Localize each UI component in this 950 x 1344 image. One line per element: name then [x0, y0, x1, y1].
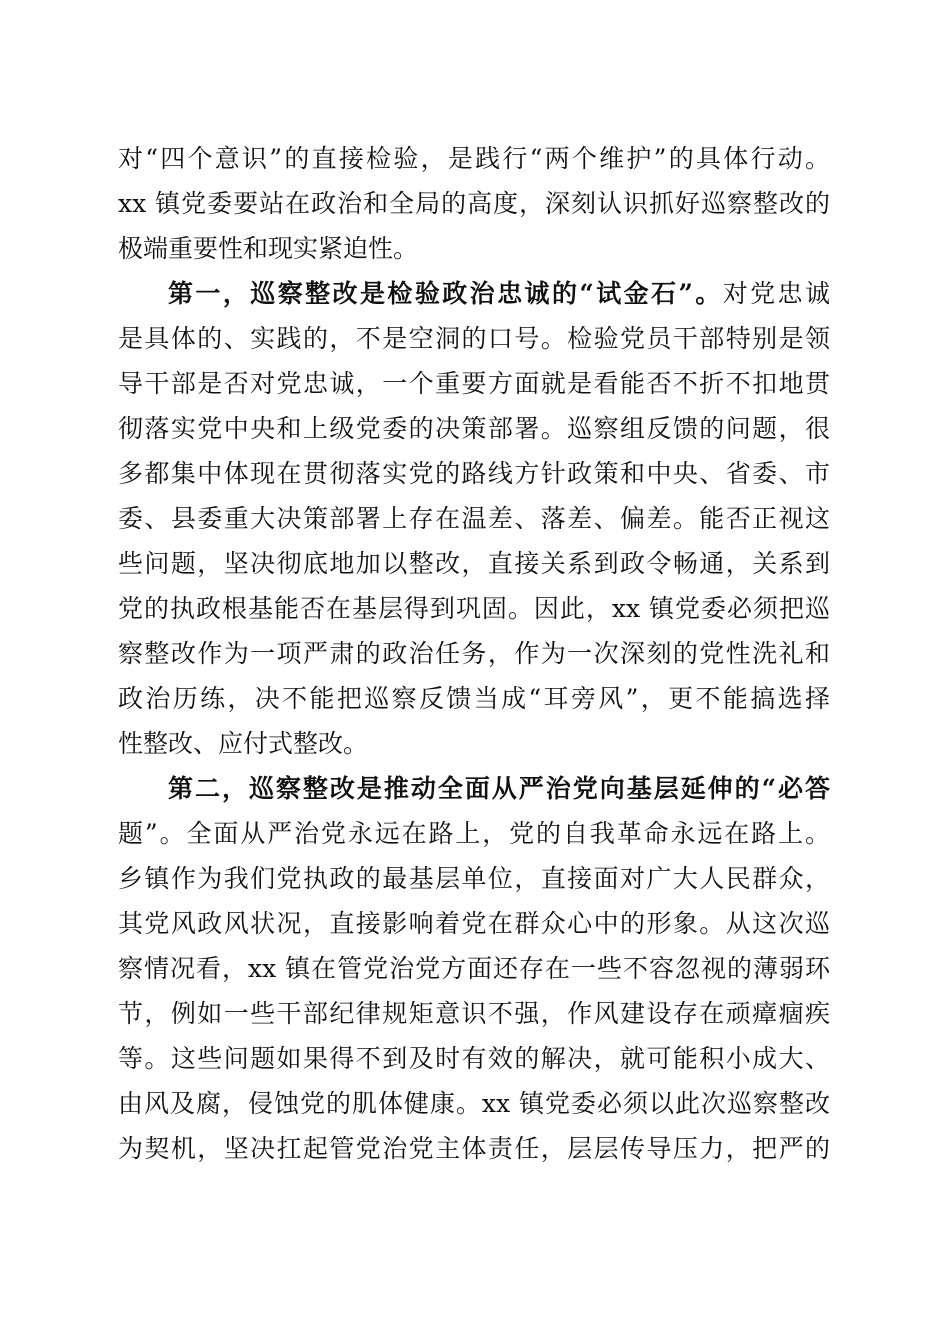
text-line: 导干部是否对党忠诚，一个重要方面就是看能否不折不扣地贯	[118, 369, 830, 398]
text-line: 极端重要性和现实紧迫性。	[118, 234, 419, 263]
text-line: 对“四个意识”的直接检验，是践行“两个维护”的具体行动。	[118, 144, 830, 173]
text-line: 彻落实党中央和上级党委的决策部署。巡察组反馈的问题，很	[118, 414, 830, 443]
document-page	[118, 136, 830, 1171]
text-line: 等。这些问题如果得不到及时有效的解决，就可能积小成大、	[118, 1044, 830, 1073]
text-span: 题”。全面从严治党永远在路上，党的自我革命永远在路上。	[118, 819, 830, 848]
text-line: 乡镇作为我们党执政的最基层单位，直接面对广大人民群众，	[118, 864, 830, 893]
text-line: xx 镇党委要站在政治和全局的高度，深刻认识抓好巡察整改的	[118, 189, 830, 218]
paragraph-heading: 第一，巡察整改是检验政治忠诚的“试金石”。	[168, 279, 723, 308]
text-line	[118, 271, 830, 316]
text-line: 性整改、应付式整改。	[118, 729, 369, 758]
text-line	[118, 811, 830, 856]
text-line: 察整改作为一项严肃的政治任务，作为一次深刻的党性洗礼和	[118, 639, 830, 668]
text-line: 些问题，坚决彻底地加以整改，直接关系到政令畅通，关系到	[118, 549, 830, 578]
paragraph-heading: 第二，巡察整改是推动全面从严治党向基层延伸的“必答	[168, 774, 830, 803]
text-line: 察情况看，xx 镇在管党治党方面还存在一些不容忽视的薄弱环	[118, 954, 830, 983]
paragraph-second	[118, 766, 830, 1171]
text-line: 党的执政根基能否在基层得到巩固。因此，xx 镇党委必须把巡	[118, 594, 830, 623]
paragraph-intro	[118, 136, 830, 271]
text-line: 为契机，坚决扛起管党治党主体责任，层层传导压力，把严的	[118, 1134, 830, 1163]
text-line: 政治历练，决不能把巡察反馈当成“耳旁风”，更不能搞选择	[118, 684, 830, 713]
text-line: 其党风政风状况，直接影响着党在群众心中的形象。从这次巡	[118, 909, 830, 938]
text-line: 多都集中体现在贯彻落实党的路线方针政策和中央、省委、市	[118, 459, 830, 488]
text-line: 由风及腐，侵蚀党的肌体健康。xx 镇党委必须以此次巡察整改	[118, 1089, 830, 1118]
text-line: 是具体的、实践的，不是空洞的口号。检验党员干部特别是领	[118, 324, 830, 353]
text-line: 节，例如一些干部纪律规矩意识不强，作风建设存在顽瘴痼疾	[118, 999, 830, 1028]
paragraph-first	[118, 271, 830, 766]
text-line: 委、县委重大决策部署上存在温差、落差、偏差。能否正视这	[118, 504, 830, 533]
text-span: 对党忠诚	[722, 279, 830, 308]
